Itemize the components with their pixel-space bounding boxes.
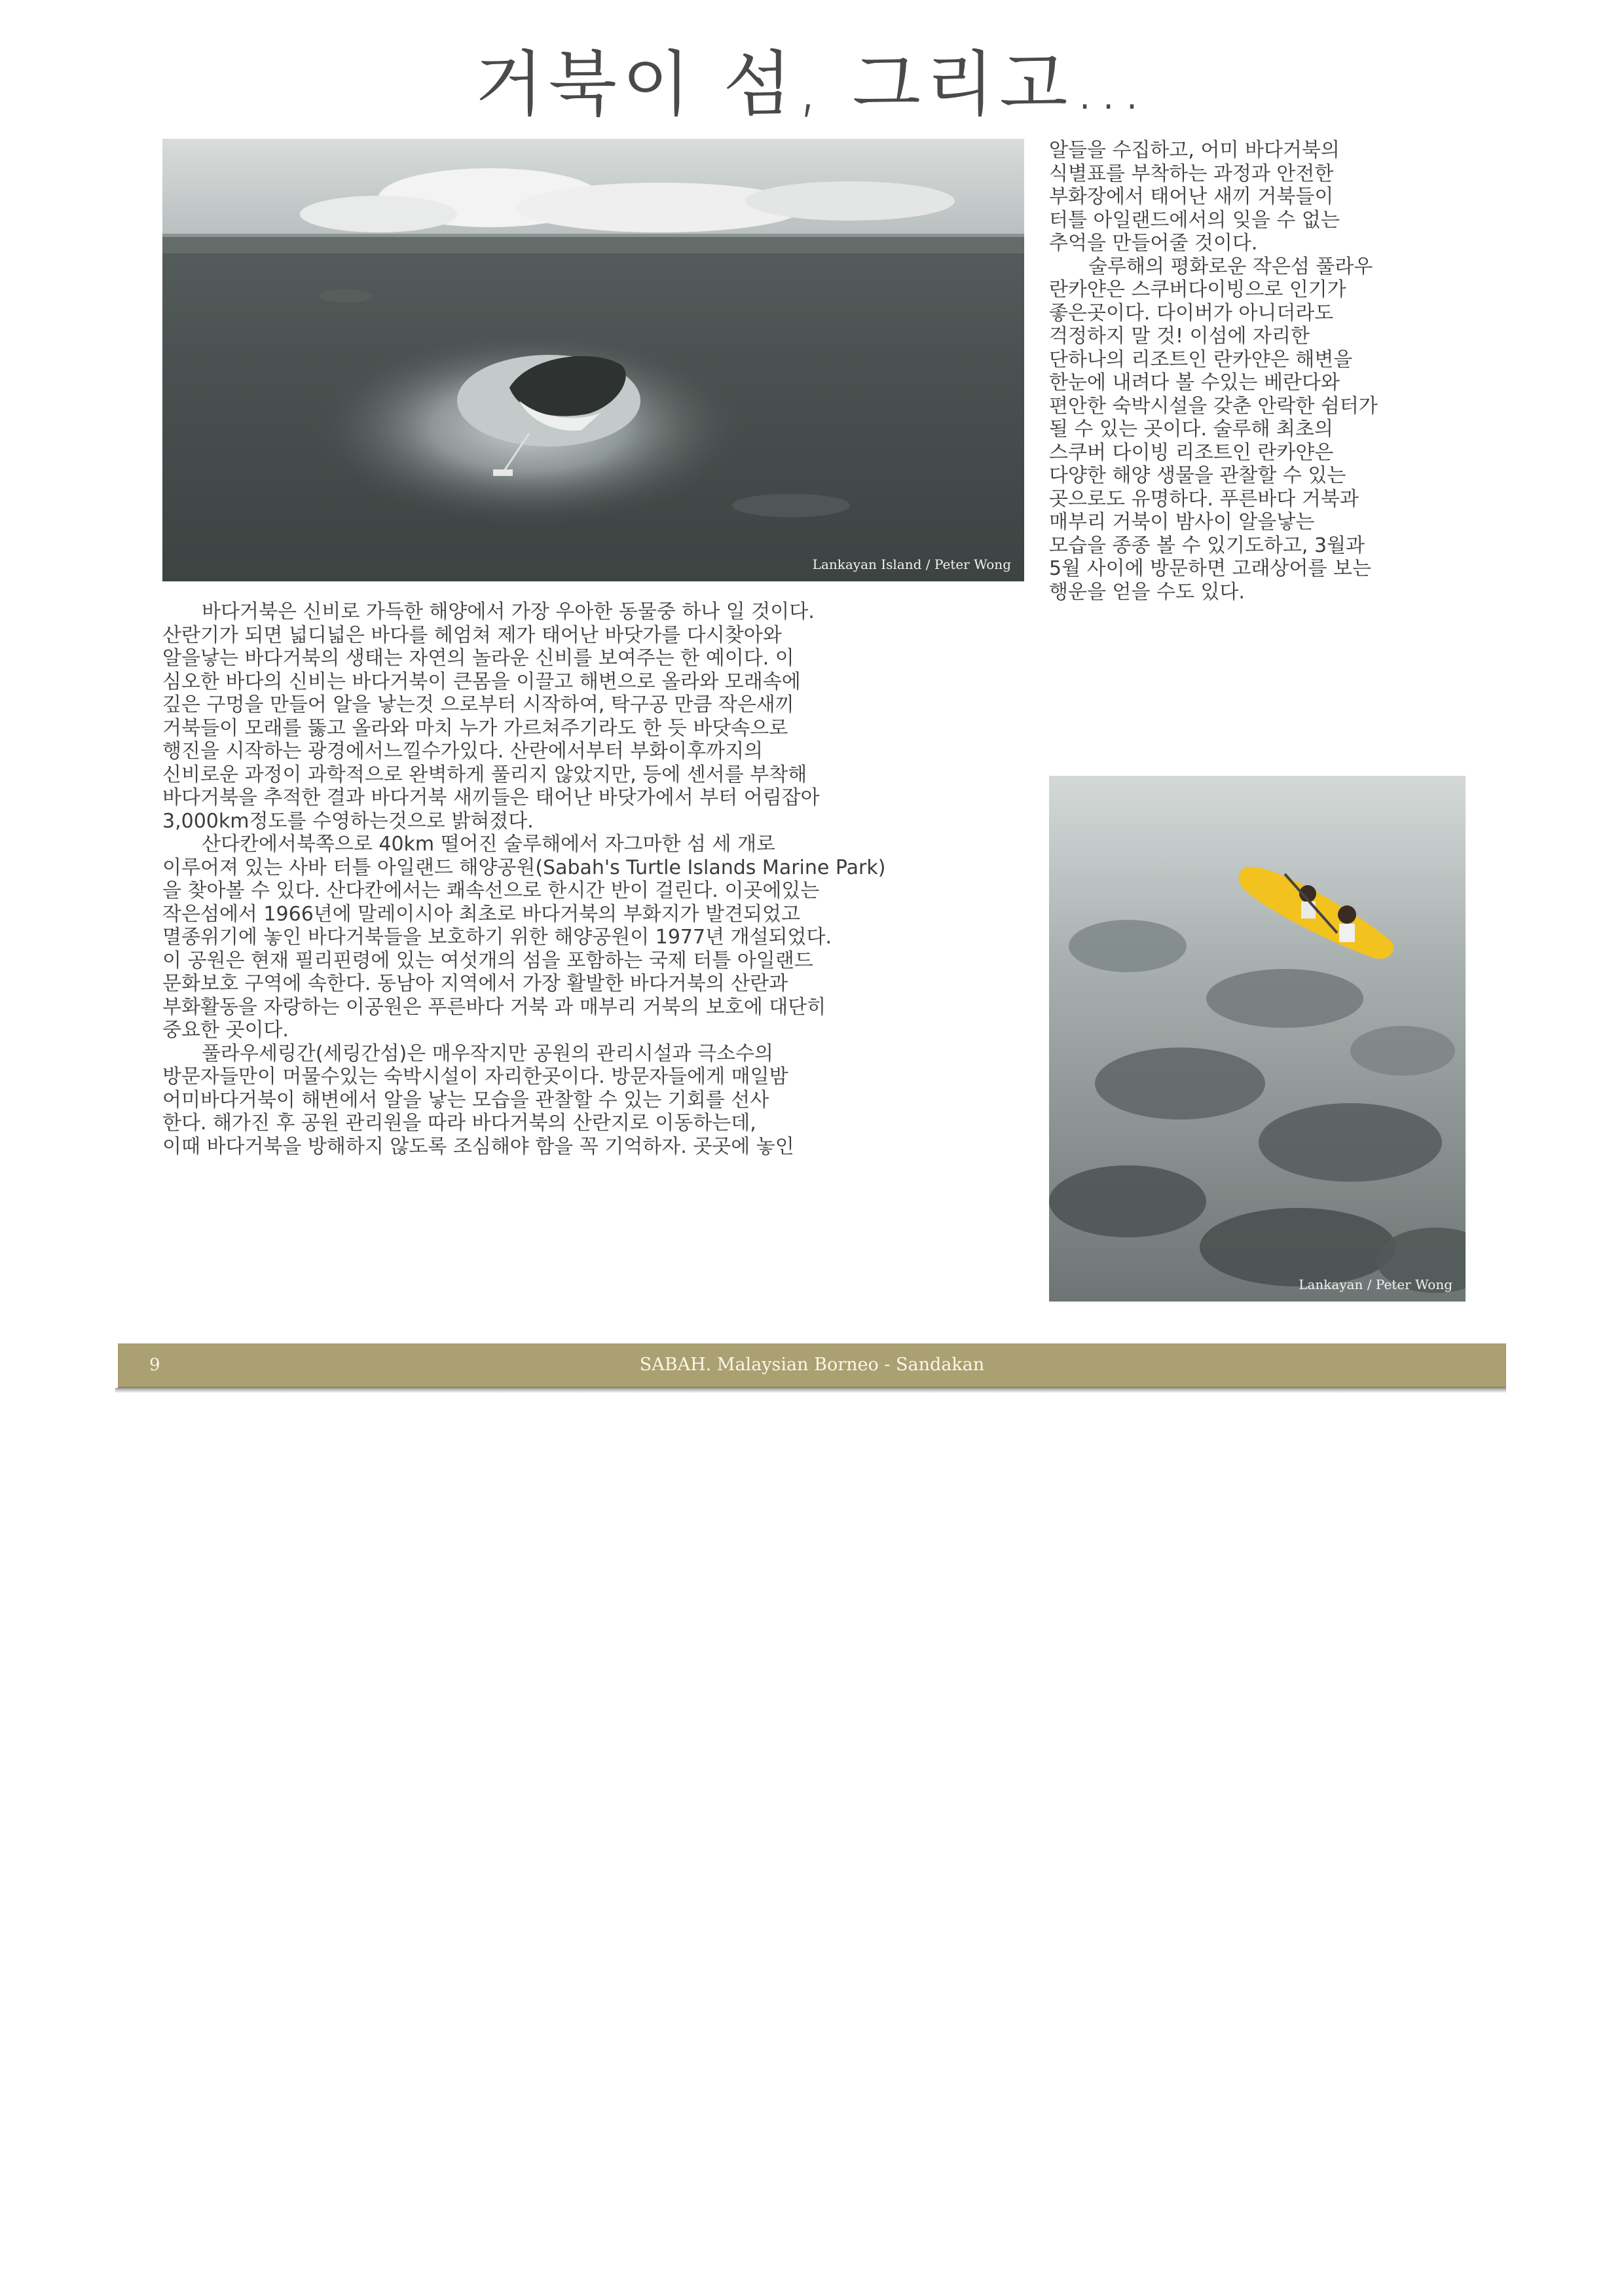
text-line: 행진을 시작하는 광경에서느낄수가있다. 산란에서부터 부화이후까지의 (162, 740, 764, 763)
text-line: 알을낳는 바다거북의 생태는 자연의 놀라운 신비를 보여주는 한 예이다. 이 (162, 647, 794, 670)
text-line: 풀라우세링간(세링간섬)은 매우작지만 공원의 관리시설과 극소수의 (202, 1042, 773, 1065)
text-line: 란카얀은 스쿠버다이빙으로 인기가 (1049, 278, 1346, 301)
text-line: 어미바다거북이 해변에서 알을 낳는 모습을 관찰할 수 있는 기회를 선사 (162, 1088, 769, 1112)
text-line: 신비로운 과정이 과학적으로 완벽하게 풀리지 않았지만, 등에 센서를 부착해 (162, 763, 807, 786)
text-line: 한다. 해가진 후 공원 관리원을 따라 바다거북의 산란지로 이동하는데, (162, 1112, 756, 1135)
text-line: 추억을 만들어줄 것이다. (1049, 232, 1258, 255)
text-line: 중요한 곳이다. (162, 1019, 289, 1042)
article-right-column (1049, 139, 1466, 604)
text-line: 알들을 수집하고, 어미 바다거북의 (1049, 139, 1340, 162)
text-line: 산다칸에서북쪽으로 40km 떨어진 술루해에서 자그마한 섬 세 개로 (202, 833, 776, 856)
text-line: 부화활동을 자랑하는 이공원은 푸른바다 거북 과 매부리 거북의 보호에 대단히 (162, 995, 826, 1019)
footer-title: SABAH. Malaysian Borneo - Sandakan (639, 1355, 985, 1375)
text-line: 행운을 얻을 수도 있다. (1049, 580, 1245, 604)
text-line: 멸종위기에 놓인 바다거북들을 보호하기 위한 해양공원이 1977년 개설되었다. (162, 926, 832, 949)
text-line: 스쿠버 다이빙 리조트인 란카얀은 (1049, 441, 1334, 464)
text-line: 방문자들만이 머물수있는 숙박시설이 자리한곳이다. 방문자들에게 매일밤 (162, 1065, 788, 1088)
text-line: 3,000km정도를 수영하는것으로 밝혀졌다. (162, 809, 534, 833)
photo-credit-island: Lankayan Island / Peter Wong (812, 556, 1011, 572)
text-line: 부화장에서 태어난 새끼 거북들이 (1049, 185, 1334, 208)
page-title: 거북이 섬, 그리고… (475, 44, 1149, 126)
text-line: 매부리 거북이 밤사이 알을낳는 (1049, 511, 1315, 534)
text-line: 모습을 종종 볼 수 있기도하고, 3월과 (1049, 534, 1365, 557)
photo-credit-kayak: Lankayan / Peter Wong (1299, 1277, 1452, 1292)
text-line: 곳으로도 유명하다. 푸른바다 거북과 (1049, 487, 1359, 511)
text-line: 술루해의 평화로운 작은섬 풀라우 (1088, 255, 1373, 278)
text-line: 을 찾아볼 수 있다. 산다칸에서는 쾌속선으로 한시간 반이 걸린다. 이곳에있는 (162, 879, 820, 902)
kayak-reef-photo (1049, 776, 1466, 1302)
text-line: 산란기가 되면 넓디넓은 바다를 헤엄쳐 제가 태어난 바닷가를 다시찾아와 (162, 623, 782, 647)
text-line: 거북들이 모래를 뚫고 올라와 마치 누가 가르쳐주기라도 한 듯 바닷속으로 (162, 716, 788, 740)
page-number: 9 (149, 1355, 160, 1375)
footer-shadow (115, 1388, 1506, 1393)
text-line: 이 공원은 현재 필리핀령에 있는 여섯개의 섬을 포함하는 국제 터틀 아일랜드 (162, 949, 813, 972)
text-line: 좋은곳이다. 다이버가 아니더라도 (1049, 301, 1334, 325)
text-line: 한눈에 내려다 볼 수있는 베란다와 (1049, 371, 1340, 394)
aerial-island-photo (162, 139, 1024, 581)
text-line: 심오한 바다의 신비는 바다거북이 큰몸을 이끌고 해변으로 올라와 모래속에 (162, 670, 801, 693)
article-left-column (162, 600, 1024, 1158)
text-line: 터틀 아일랜드에서의 잊을 수 없는 (1049, 208, 1340, 232)
text-line: 작은섬에서 1966년에 말레이시아 최초로 바다거북의 부화지가 발견되었고 (162, 902, 800, 926)
text-line: 식별표를 부착하는 과정과 안전한 (1049, 162, 1334, 185)
text-line: 문화보호 구역에 속한다. 동남아 지역에서 가장 활발한 바다거북의 산란과 (162, 972, 788, 995)
text-line: 걱정하지 말 것! 이섬에 자리한 (1049, 325, 1310, 348)
footer-bar (118, 1343, 1506, 1389)
kayak-photo-graphic (1049, 776, 1466, 1302)
text-line: 단하나의 리조트인 란카얀은 해변을 (1049, 348, 1353, 371)
text-line: 다양한 해양 생물을 관찰할 수 있는 (1049, 464, 1346, 487)
text-line: 될 수 있는 곳이다. 술루해 최초의 (1049, 418, 1333, 441)
text-line: 5월 사이에 방문하면 고래상어를 보는 (1049, 557, 1371, 580)
text-line: 이루어져 있는 사바 터틀 아일랜드 해양공원(Sabah's Turtle Islands Marine Park) (162, 856, 886, 879)
text-line: 깊은 구멍을 만들어 알을 낳는것 으로부터 시작하여, 탁구공 만큼 작은새끼 (162, 693, 794, 716)
text-line: 이때 바다거북을 방해하지 않도록 조심해야 함을 꼭 기억하자. 곳곳에 놓인 (162, 1135, 794, 1158)
text-line: 편안한 숙박시설을 갖춘 안락한 쉼터가 (1049, 394, 1378, 418)
island-photo-graphic (162, 139, 1024, 581)
text-line: 바다거북을 추적한 결과 바다거북 새끼들은 태어난 바닷가에서 부터 어림잡아 (162, 786, 820, 809)
text-line: 바다거북은 신비로 가득한 해양에서 가장 우아한 동물중 하나 일 것이다. (202, 600, 815, 623)
